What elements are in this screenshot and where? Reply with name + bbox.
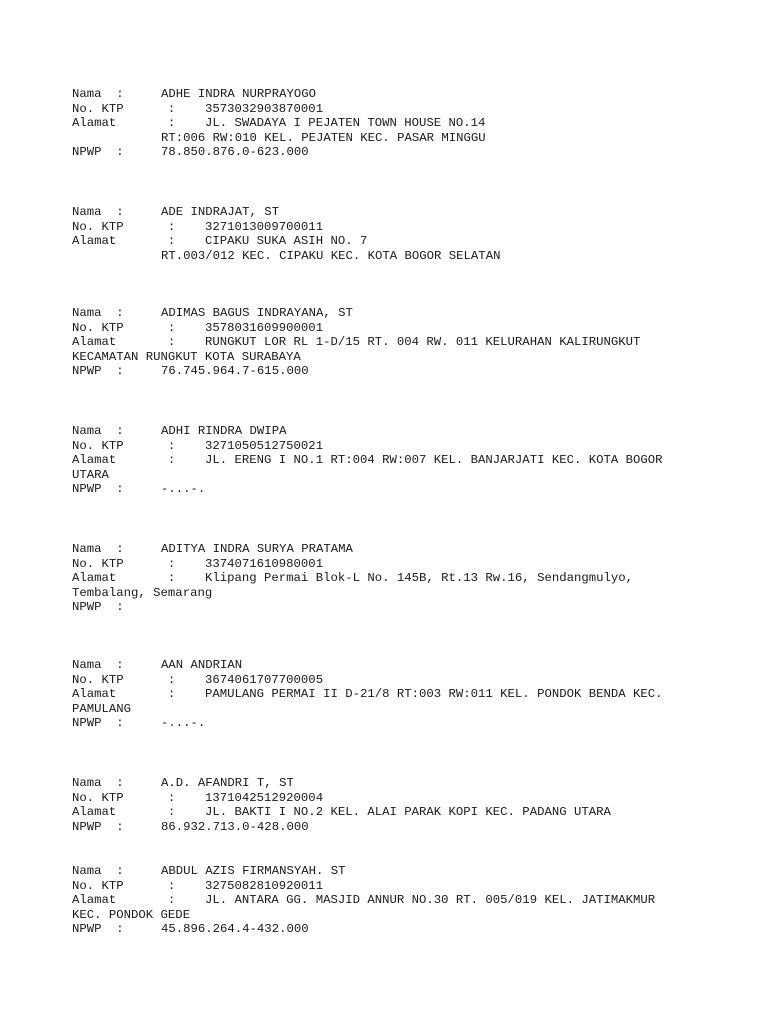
npwp-label: NPWP : bbox=[72, 364, 124, 379]
ktp-row bbox=[72, 879, 712, 894]
npwp-value: -...-. bbox=[161, 716, 206, 731]
ktp-row bbox=[72, 439, 712, 454]
alamat-label: Alamat : bbox=[72, 234, 176, 249]
npwp-row bbox=[72, 820, 712, 835]
nama-value: ABDUL AZIS FIRMANSYAH. ST bbox=[161, 864, 346, 878]
ktp-label: No. KTP : bbox=[72, 438, 176, 453]
ktp-value: 3573032903870001 bbox=[205, 101, 324, 116]
npwp-row bbox=[72, 600, 712, 615]
npwp-row bbox=[72, 145, 712, 160]
alamat-value: JL. BAKTI I NO.2 KEL. ALAI PARAK KOPI KEC. PADANG UTARA bbox=[205, 805, 611, 820]
alamat-value: PAMULANG PERMAI II D-21/8 RT:003 RW:011 KEL. PONDOK BENDA KEC. bbox=[205, 687, 663, 702]
npwp-value: 78.850.876.0-623.000 bbox=[161, 145, 309, 160]
alamat-wrapped-line: UTARA bbox=[72, 467, 109, 482]
nama-row bbox=[72, 776, 712, 791]
nama-label: Nama : bbox=[72, 424, 124, 438]
ktp-label: No. KTP : bbox=[72, 320, 176, 335]
nama-row bbox=[72, 87, 712, 102]
alamat-label: Alamat : bbox=[72, 335, 176, 350]
ktp-value: 3674061707700005 bbox=[205, 672, 324, 687]
alamat-label: Alamat : bbox=[72, 571, 176, 586]
alamat-value: CIPAKU SUKA ASIH NO. 7 bbox=[205, 234, 368, 249]
alamat-value: RUNGKUT LOR RL 1-D/15 RT. 004 RW. 011 KELURAHAN KALIRUNGKUT bbox=[205, 335, 641, 350]
ktp-value: 1371042512920004 bbox=[205, 790, 324, 805]
alamat-label: Alamat : bbox=[72, 453, 176, 468]
nama-label: Nama : bbox=[72, 864, 124, 878]
npwp-row bbox=[72, 716, 712, 731]
alamat-row bbox=[72, 805, 712, 820]
nama-label: Nama : bbox=[72, 776, 124, 790]
alamat-wrapped-line: KECAMATAN RUNGKUT KOTA SURABAYA bbox=[72, 349, 301, 364]
alamat-row bbox=[72, 571, 712, 586]
record-entry bbox=[72, 542, 712, 615]
alamat-row bbox=[72, 893, 712, 908]
record-entry bbox=[72, 864, 712, 937]
ktp-label: No. KTP : bbox=[72, 556, 176, 571]
alamat-value: JL. ANTARA GG. MASJID ANNUR NO.30 RT. 005/019 KEL. JATIMAKMUR bbox=[205, 893, 656, 908]
alamat-wrapped-line: PAMULANG bbox=[72, 701, 132, 716]
ktp-label: No. KTP : bbox=[72, 790, 176, 805]
ktp-label: No. KTP : bbox=[72, 878, 176, 893]
record-entry bbox=[72, 776, 712, 834]
nama-label: Nama : bbox=[72, 205, 124, 219]
alamat-row bbox=[72, 687, 712, 702]
alamat-label: Alamat : bbox=[72, 805, 176, 820]
npwp-label: NPWP : bbox=[72, 482, 124, 497]
record-entry bbox=[72, 87, 712, 160]
nama-row bbox=[72, 658, 712, 673]
npwp-label: NPWP : bbox=[72, 819, 124, 834]
nama-row bbox=[72, 864, 712, 879]
alamat-label: Alamat : bbox=[72, 893, 176, 908]
npwp-row bbox=[72, 364, 712, 379]
nama-row bbox=[72, 424, 712, 439]
alamat-row bbox=[72, 234, 712, 249]
nama-label: Nama : bbox=[72, 658, 124, 672]
alamat-continuation: RT.003/012 KEC. CIPAKU KEC. KOTA BOGOR SELATAN bbox=[161, 248, 501, 263]
ktp-row bbox=[72, 557, 712, 572]
nama-value: ADITYA INDRA SURYA PRATAMA bbox=[161, 542, 353, 556]
ktp-value: 3578031609900001 bbox=[205, 320, 324, 335]
alamat-row bbox=[72, 335, 712, 350]
alamat-wrapped-line: Tembalang, Semarang bbox=[72, 585, 213, 600]
nama-value: ADE INDRAJAT, ST bbox=[161, 205, 280, 219]
nama-value: ADHE INDRA NURPRAYOGO bbox=[161, 87, 316, 101]
ktp-row bbox=[72, 220, 712, 235]
ktp-label: No. KTP : bbox=[72, 672, 176, 687]
nama-label: Nama : bbox=[72, 87, 124, 101]
nama-label: Nama : bbox=[72, 306, 124, 320]
npwp-row bbox=[72, 922, 712, 937]
alamat-row bbox=[72, 453, 712, 468]
alamat-wrapped-line: KEC. PONDOK GEDE bbox=[72, 907, 191, 922]
ktp-row bbox=[72, 673, 712, 688]
record-entry bbox=[72, 205, 712, 263]
ktp-value: 3275082810920011 bbox=[205, 878, 324, 893]
npwp-value: 86.932.713.0-428.000 bbox=[161, 819, 309, 834]
alamat-label: Alamat : bbox=[72, 116, 176, 131]
ktp-row bbox=[72, 102, 712, 117]
npwp-label: NPWP : bbox=[72, 922, 124, 937]
nama-row bbox=[72, 205, 712, 220]
ktp-row bbox=[72, 791, 712, 806]
alamat-row bbox=[72, 116, 712, 131]
npwp-value: 45.896.264.4-432.000 bbox=[161, 922, 309, 937]
ktp-label: No. KTP : bbox=[72, 101, 176, 116]
record-entry bbox=[72, 658, 712, 731]
ktp-row bbox=[72, 321, 712, 336]
nama-value: A.D. AFANDRI T, ST bbox=[161, 776, 294, 790]
npwp-row bbox=[72, 482, 712, 497]
nama-value: ADIMAS BAGUS INDRAYANA, ST bbox=[161, 306, 353, 320]
ktp-value: 3271013009700011 bbox=[205, 219, 324, 234]
npwp-value: -...-. bbox=[161, 482, 206, 497]
ktp-value: 3271050512750021 bbox=[205, 438, 324, 453]
nama-value: AAN ANDRIAN bbox=[161, 658, 243, 672]
nama-row bbox=[72, 542, 712, 557]
npwp-value: 76.745.964.7-615.000 bbox=[161, 364, 309, 379]
nama-label: Nama : bbox=[72, 542, 124, 556]
npwp-label: NPWP : bbox=[72, 145, 124, 160]
ktp-value: 3374071610980001 bbox=[205, 556, 324, 571]
alamat-continuation: RT:006 RW:010 KEL. PEJATEN KEC. PASAR MINGGU bbox=[161, 130, 486, 145]
ktp-label: No. KTP : bbox=[72, 219, 176, 234]
npwp-label: NPWP : bbox=[72, 600, 124, 615]
nama-value: ADHI RINDRA DWIPA bbox=[161, 424, 287, 438]
alamat-value: JL. ERENG I NO.1 RT:004 RW:007 KEL. BANJARJATI KEC. KOTA BOGOR bbox=[205, 453, 663, 468]
record-entry bbox=[72, 424, 712, 497]
alamat-value: JL. SWADAYA I PEJATEN TOWN HOUSE NO.14 bbox=[205, 116, 486, 131]
npwp-label: NPWP : bbox=[72, 716, 124, 731]
record-entry bbox=[72, 306, 712, 379]
nama-row bbox=[72, 306, 712, 321]
alamat-label: Alamat : bbox=[72, 687, 176, 702]
alamat-value: Klipang Permai Blok-L No. 145B, Rt.13 Rw.16, Sendangmulyo, bbox=[205, 571, 634, 586]
